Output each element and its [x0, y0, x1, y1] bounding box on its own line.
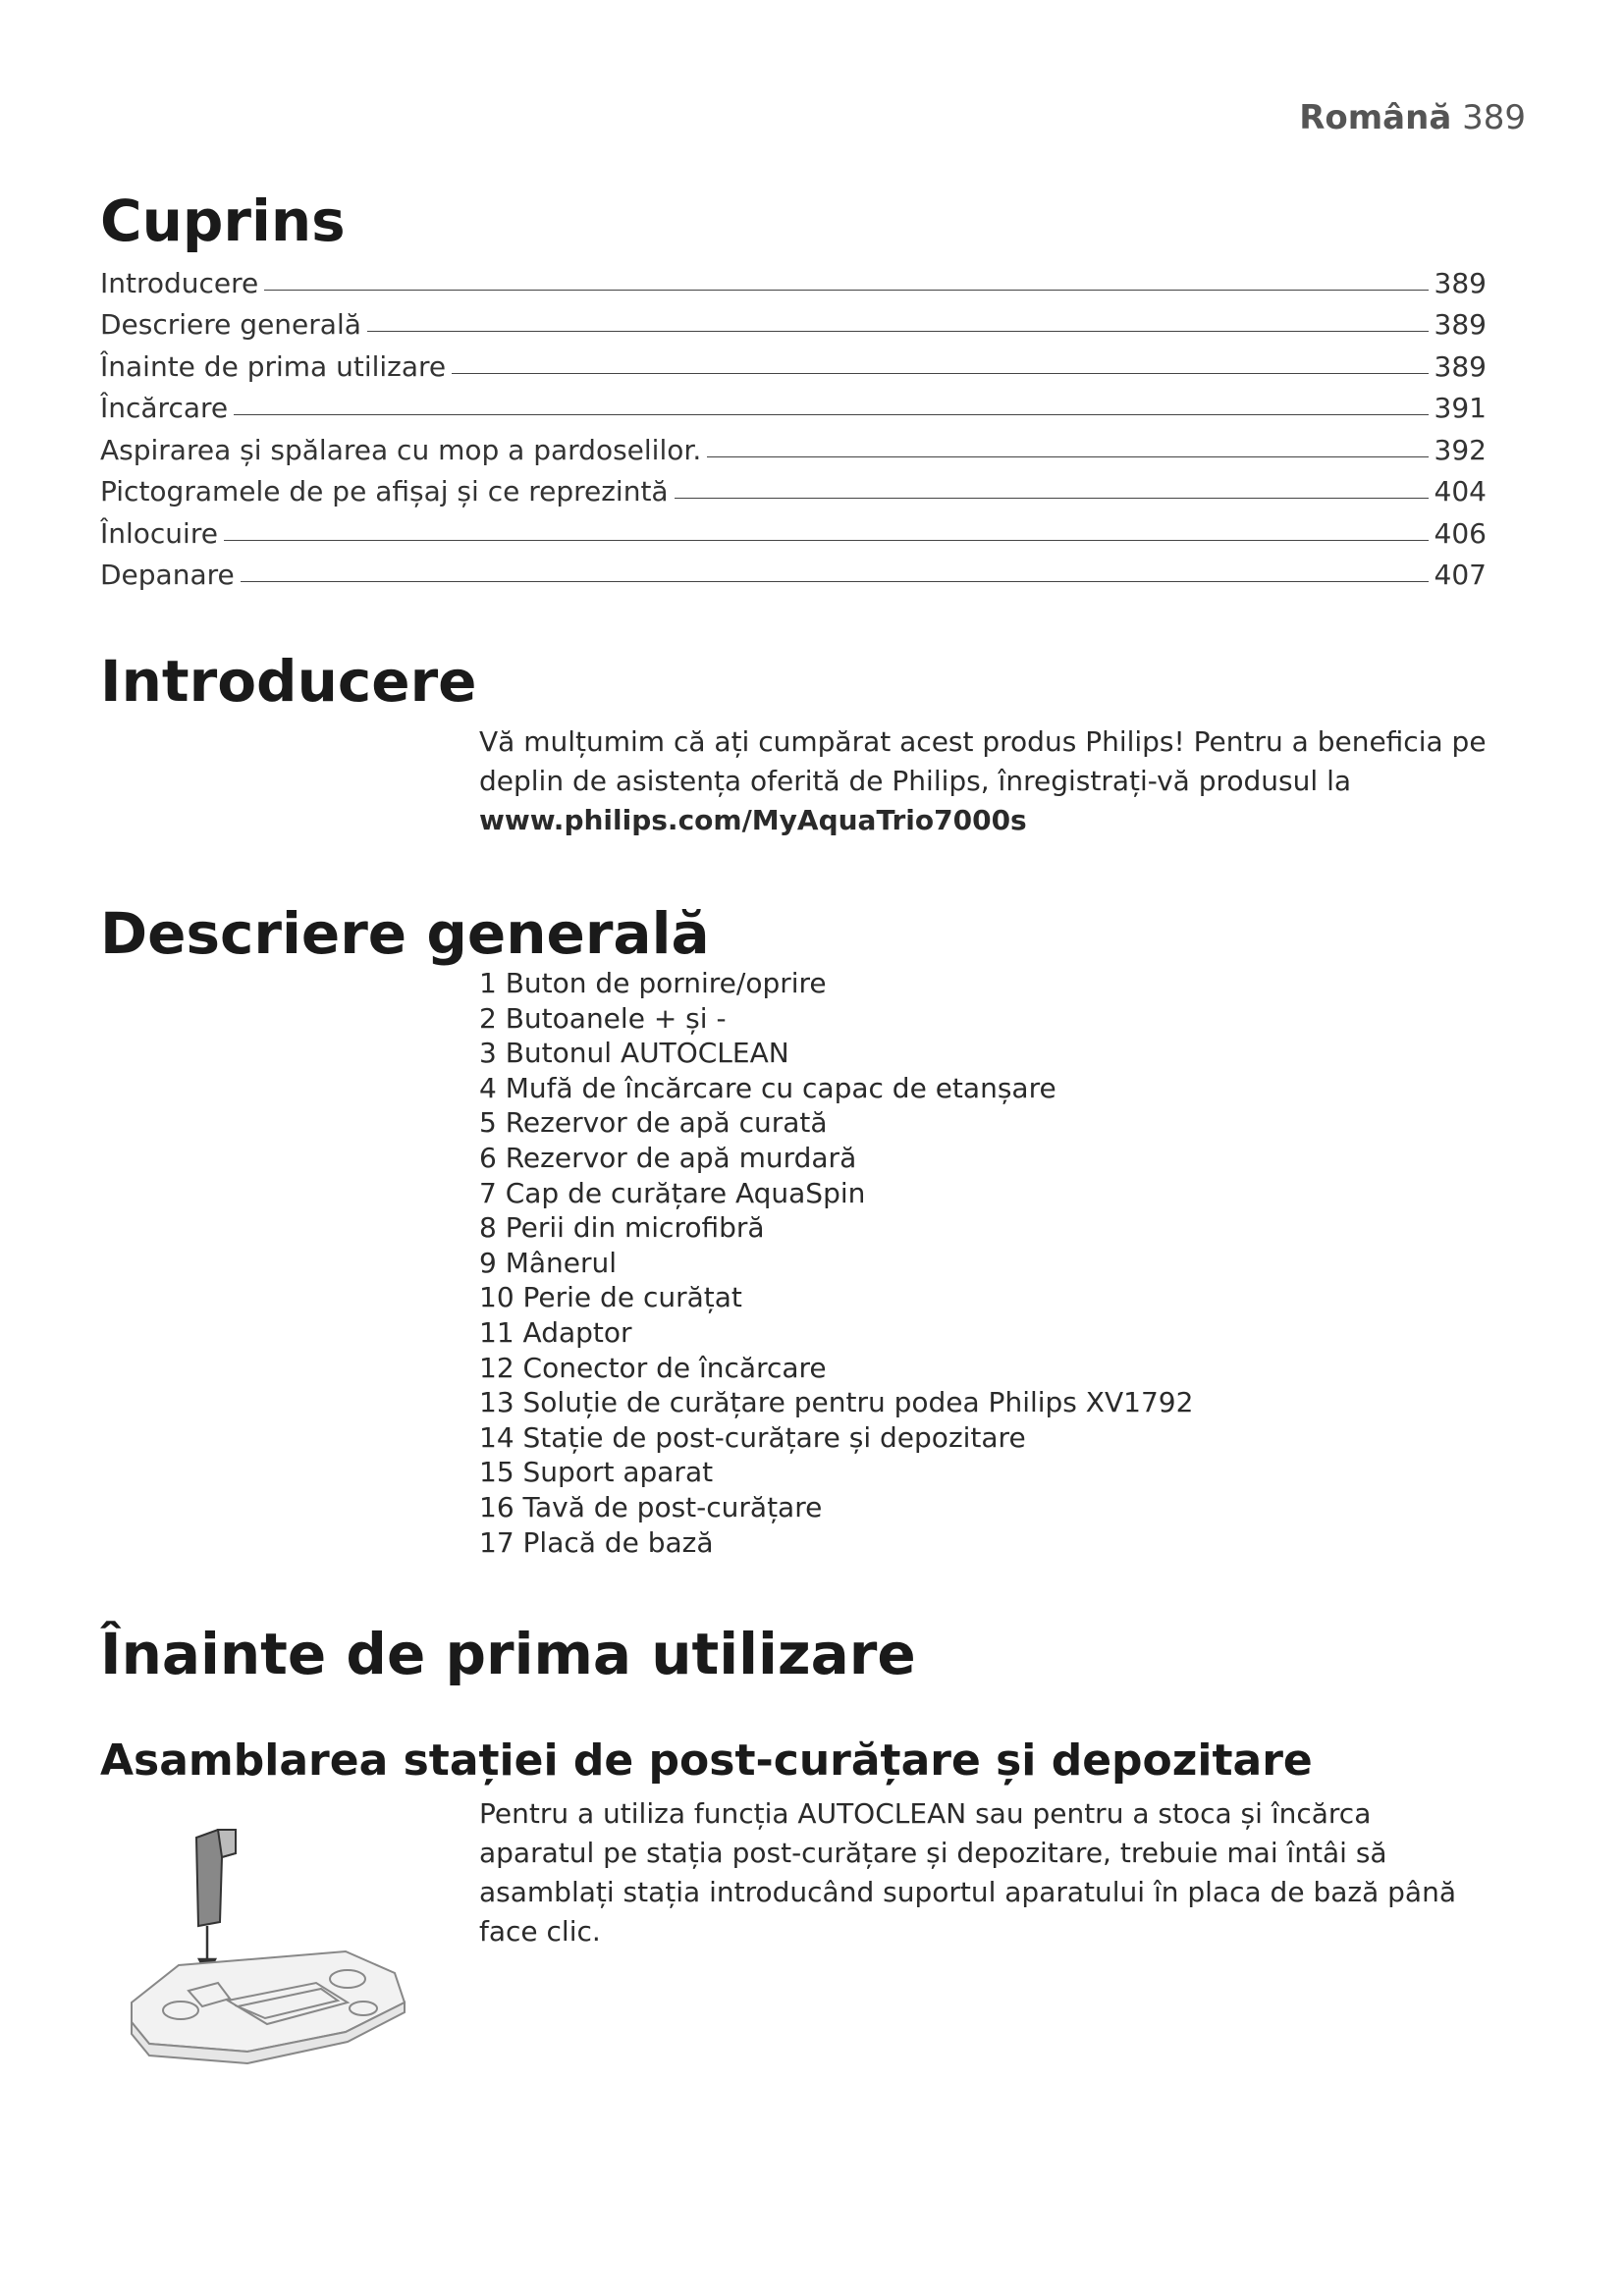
introducere-text — [479, 722, 1530, 840]
toc-leader-line — [234, 414, 1428, 415]
toc-entry-page: 392 — [1434, 433, 1487, 466]
parts-list-item: 14 Stație de post-curățare și depozitare — [479, 1420, 1026, 1454]
inainte-heading: Înainte de prima utilizare — [100, 1621, 916, 1687]
assembly-text: Pentru a utiliza funcția AUTOCLEAN sau pentru a stoca și încărca aparatul pe stația post-curățare și depozitare, trebuie mai întâi să asamblați stația introducând suportul aparatului în placa de bază până face clic. — [479, 1797, 1456, 1948]
parts-list-item: 6 Rezervor de apă murdară — [479, 1141, 857, 1174]
parts-list-item: 4 Mufă de încărcare cu capac de etanșare — [479, 1071, 1056, 1104]
toc-entry-title: Încărcare — [100, 392, 229, 424]
toc-entry-title: Depanare — [100, 559, 235, 591]
parts-list — [479, 966, 1193, 1560]
parts-list-item: 3 Butonul AUTOCLEAN — [479, 1037, 789, 1070]
toc-entry-title: Introducere — [100, 266, 259, 299]
toc-entry-title: Înlocuire — [100, 516, 218, 550]
device-holder — [196, 1830, 236, 1926]
toc-entry-page: 389 — [1434, 308, 1487, 341]
parts-list-item: 1 Buton de pornire/oprire — [479, 967, 827, 999]
toc-leader-line — [452, 373, 1428, 374]
toc-entry[interactable] — [100, 550, 1487, 592]
toc-entry-page: 389 — [1434, 266, 1487, 299]
toc-entry-page: 389 — [1434, 349, 1487, 383]
parts-list-item: 5 Rezervor de apă curată — [479, 1106, 828, 1140]
toc-entry[interactable] — [100, 424, 1487, 466]
language-label: Română — [1299, 98, 1452, 137]
toc-entry-title: Aspirarea și spălarea cu mop a pardoselilor. — [100, 433, 702, 466]
parts-list-item: 7 Cap de curățare AquaSpin — [479, 1176, 866, 1209]
registration-link[interactable]: www.philips.com/MyAquaTrio7000s — [479, 804, 1027, 836]
parts-list-item: 13 Soluție de curățare pentru podea Philips XV1792 — [479, 1386, 1194, 1419]
toc-entry[interactable] — [100, 299, 1487, 342]
toc-entry[interactable] — [100, 466, 1487, 508]
parts-list-item: 8 Perii din microfibră — [479, 1211, 765, 1245]
parts-list-item: 11 Adaptor — [479, 1315, 632, 1349]
toc-entry-title: Înainte de prima utilizare — [100, 349, 447, 383]
introducere-paragraph: Vă mulțumim că ați cumpărat acest produs Philips! Pentru a beneficia pe deplin de asistența oferită de Philips, înregistrați-vă produsul la — [479, 725, 1487, 797]
parts-list-item: 17 Placă de bază — [479, 1525, 714, 1559]
toc-entry-title: Pictogramele de pe afișaj și ce reprezintă — [100, 475, 669, 507]
parts-list-item: 10 Perie de curățat — [479, 1281, 742, 1314]
introducere-heading: Introducere — [100, 648, 477, 715]
toc-heading: Cuprins — [100, 187, 346, 254]
toc-entry[interactable] — [100, 383, 1487, 425]
toc-leader-line — [224, 540, 1429, 541]
toc-entry-page: 407 — [1434, 559, 1487, 591]
toc-leader-line — [264, 290, 1428, 291]
parts-list-item: 2 Butoanele + și - — [479, 1001, 727, 1035]
page-number: 389 — [1462, 98, 1526, 137]
parts-list-item: 12 Conector de încărcare — [479, 1351, 827, 1384]
descriere-heading: Descriere generală — [100, 900, 710, 967]
toc-leader-line — [675, 498, 1429, 499]
page-header — [1299, 98, 1526, 137]
toc-entry[interactable] — [100, 257, 1487, 299]
toc-entry[interactable] — [100, 341, 1487, 383]
toc-entry-page: 404 — [1434, 475, 1487, 507]
toc-leader-line — [707, 456, 1428, 457]
parts-list-item: 15 Suport aparat — [479, 1456, 714, 1489]
parts-list-item: 9 Mânerul — [479, 1246, 618, 1279]
toc-leader-line — [367, 331, 1429, 332]
parts-list-item: 16 Tavă de post-curățare — [479, 1490, 823, 1523]
assembly-subheading: Asamblarea stației de post-curățare și depozitare — [100, 1735, 1313, 1786]
toc-entry[interactable] — [100, 507, 1487, 550]
toc-leader-line — [241, 581, 1429, 582]
table-of-contents — [100, 257, 1487, 591]
toc-entry-page: 391 — [1434, 392, 1487, 424]
base-plate — [132, 1951, 405, 2063]
toc-entry-title: Descriere generală — [100, 308, 361, 341]
toc-entry-page: 406 — [1434, 516, 1487, 550]
station-assembly-illustration — [120, 1816, 414, 2091]
